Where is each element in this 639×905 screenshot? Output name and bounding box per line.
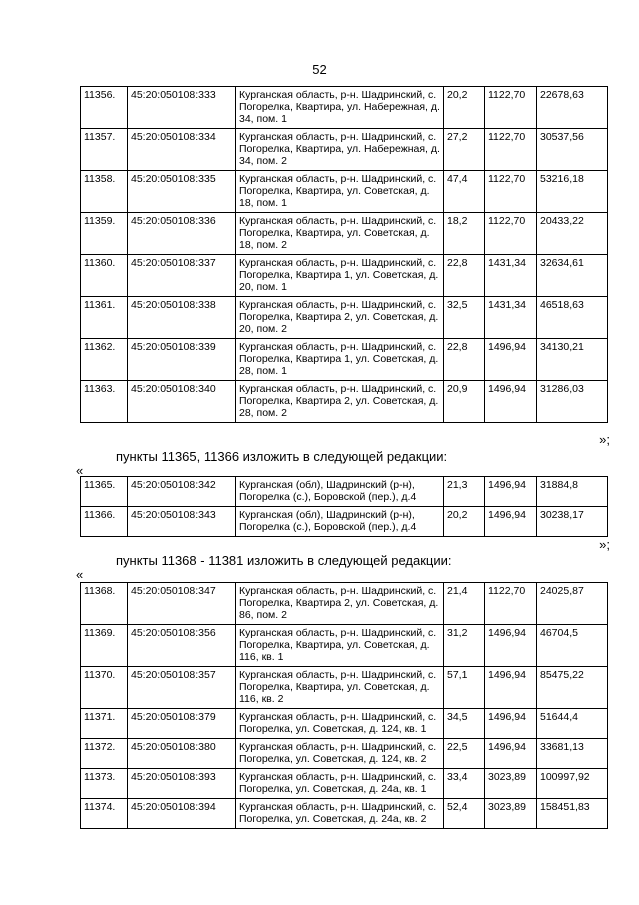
cadastral-value-cell: 20433,22 [537,213,608,255]
area-cell: 21,4 [444,583,485,625]
cadastral-value-cell: 30238,17 [537,507,608,537]
area-cell: 34,5 [444,709,485,739]
cadastral-value-cell: 46518,63 [537,297,608,339]
area-cell: 27,2 [444,129,485,171]
cadastral-value-cell: 53216,18 [537,171,608,213]
area-cell: 22,8 [444,339,485,381]
area-cell: 33,4 [444,769,485,799]
cadastral-number: 45:20:050108:356 [128,625,236,667]
table-row [81,87,608,129]
cadastral-number: 45:20:050108:335 [128,171,236,213]
cadastral-price-cell: 1431,34 [485,297,537,339]
amendment-instruction: пункты 11368 - 11381 изложить в следующей редакции: [116,553,452,568]
cadastral-price-cell: 1122,70 [485,171,537,213]
table-row [81,129,608,171]
opening-quote: « [76,463,84,478]
cadastral-price-cell: 1496,94 [485,381,537,423]
cadastral-value-cell: 31884,8 [537,477,608,507]
cadastral-price-cell: 1122,70 [485,213,537,255]
row-number: 11365. [81,477,128,507]
cadastral-price-cell: 3023,89 [485,769,537,799]
cadastral-price-cell: 1122,70 [485,129,537,171]
cadastral-value-cell: 158451,83 [537,799,608,829]
cadastral-value-cell: 22678,63 [537,87,608,129]
address-cell: Курганская область, р-н. Шадринский, с. Погорелка, Квартира 1, ул. Советская, д. 28, пом. 1 [236,339,444,381]
table-row [81,799,608,829]
address-cell: Курганская (обл), Шадринский (р-н), Погорелка (с.), Боровской (пер.), д.4 [236,507,444,537]
cadastral-value-cell: 31286,03 [537,381,608,423]
row-number: 11374. [81,799,128,829]
row-number: 11356. [81,87,128,129]
cadastral-value-cell: 85475,22 [537,667,608,709]
address-cell: Курганская (обл), Шадринский (р-н), Погорелка (с.), Боровской (пер.), д.4 [236,477,444,507]
row-number: 11370. [81,667,128,709]
table-row [81,171,608,213]
cadastral-number: 45:20:050108:342 [128,477,236,507]
cadastral-number: 45:20:050108:334 [128,129,236,171]
area-cell: 20,9 [444,381,485,423]
table-row [81,769,608,799]
cadastral-number: 45:20:050108:394 [128,799,236,829]
cadastral-price-cell: 1122,70 [485,87,537,129]
area-cell: 22,5 [444,739,485,769]
area-cell: 52,4 [444,799,485,829]
cadastral-price-cell: 1122,70 [485,583,537,625]
cadastral-price-cell: 1431,34 [485,255,537,297]
row-number: 11360. [81,255,128,297]
closing-quote: »; [599,537,610,552]
cadastral-number: 45:20:050108:339 [128,339,236,381]
cadastral-price-cell: 1496,94 [485,477,537,507]
cadastral-price-cell: 1496,94 [485,739,537,769]
cadastral-number: 45:20:050108:357 [128,667,236,709]
area-cell: 21,3 [444,477,485,507]
row-number: 11362. [81,339,128,381]
table-row [81,339,608,381]
address-cell: Курганская область, р-н. Шадринский, с. Погорелка, ул. Советская, д. 24а, кв. 2 [236,799,444,829]
table-row [81,583,608,625]
area-cell: 47,4 [444,171,485,213]
cadastral-number: 45:20:050108:340 [128,381,236,423]
address-cell: Курганская область, р-н. Шадринский, с. Погорелка, Квартира 1, ул. Советская, д. 20, пом. 1 [236,255,444,297]
cadastral-number: 45:20:050108:379 [128,709,236,739]
cadastral-value-cell: 33681,13 [537,739,608,769]
page-number: 52 [312,62,327,77]
address-cell: Курганская область, р-н. Шадринский, с. Погорелка, Квартира, ул. Набережная, д. 34, пом. 2 [236,129,444,171]
property-table-2 [80,476,608,537]
cadastral-value-cell: 24025,87 [537,583,608,625]
table-row [81,739,608,769]
row-number: 11366. [81,507,128,537]
table-row [81,507,608,537]
row-number: 11372. [81,739,128,769]
cadastral-value-cell: 32634,61 [537,255,608,297]
area-cell: 18,2 [444,213,485,255]
table-row [81,213,608,255]
cadastral-value-cell: 30537,56 [537,129,608,171]
row-number: 11357. [81,129,128,171]
address-cell: Курганская область, р-н. Шадринский, с. Погорелка, Квартира 2, ул. Советская, д. 28, пом. 2 [236,381,444,423]
cadastral-value-cell: 51644,4 [537,709,608,739]
table-row [81,297,608,339]
address-cell: Курганская область, р-н. Шадринский, с. Погорелка, Квартира, ул. Советская, д. 18, пом. 1 [236,171,444,213]
row-number: 11358. [81,171,128,213]
cadastral-number: 45:20:050108:338 [128,297,236,339]
property-table-3 [80,582,608,829]
area-cell: 57,1 [444,667,485,709]
address-cell: Курганская область, р-н. Шадринский, с. Погорелка, Квартира, ул. Советская, д. 116, кв. 2 [236,667,444,709]
amendment-instruction: пункты 11365, 11366 изложить в следующей редакции: [116,449,448,464]
cadastral-price-cell: 3023,89 [485,799,537,829]
table-row [81,709,608,739]
address-cell: Курганская область, р-н. Шадринский, с. Погорелка, Квартира 2, ул. Советская, д. 20, пом. 2 [236,297,444,339]
cadastral-number: 45:20:050108:380 [128,739,236,769]
row-number: 11363. [81,381,128,423]
row-number: 11368. [81,583,128,625]
area-cell: 20,2 [444,87,485,129]
row-number: 11361. [81,297,128,339]
cadastral-number: 45:20:050108:343 [128,507,236,537]
table-row [81,667,608,709]
cadastral-number: 45:20:050108:336 [128,213,236,255]
table-row [81,625,608,667]
table-row [81,255,608,297]
cadastral-value-cell: 100997,92 [537,769,608,799]
row-number: 11371. [81,709,128,739]
cadastral-number: 45:20:050108:333 [128,87,236,129]
cadastral-price-cell: 1496,94 [485,339,537,381]
cadastral-value-cell: 46704,5 [537,625,608,667]
address-cell: Курганская область, р-н. Шадринский, с. Погорелка, Квартира 2, ул. Советская, д. 86, пом. 2 [236,583,444,625]
cadastral-price-cell: 1496,94 [485,625,537,667]
address-cell: Курганская область, р-н. Шадринский, с. Погорелка, ул. Советская, д. 24а, кв. 1 [236,769,444,799]
cadastral-number: 45:20:050108:337 [128,255,236,297]
address-cell: Курганская область, р-н. Шадринский, с. Погорелка, Квартира, ул. Советская, д. 18, пом. 2 [236,213,444,255]
area-cell: 31,2 [444,625,485,667]
cadastral-value-cell: 34130,21 [537,339,608,381]
row-number: 11369. [81,625,128,667]
row-number: 11359. [81,213,128,255]
address-cell: Курганская область, р-н. Шадринский, с. Погорелка, ул. Советская, д. 124, кв. 1 [236,709,444,739]
area-cell: 20,2 [444,507,485,537]
table-row [81,381,608,423]
address-cell: Курганская область, р-н. Шадринский, с. Погорелка, Квартира, ул. Советская, д. 116, кв. 1 [236,625,444,667]
cadastral-price-cell: 1496,94 [485,709,537,739]
closing-quote: »; [599,432,610,447]
row-number: 11373. [81,769,128,799]
address-cell: Курганская область, р-н. Шадринский, с. Погорелка, ул. Советская, д. 124, кв. 2 [236,739,444,769]
opening-quote: « [76,567,84,582]
area-cell: 22,8 [444,255,485,297]
table-row [81,477,608,507]
cadastral-price-cell: 1496,94 [485,667,537,709]
cadastral-number: 45:20:050108:393 [128,769,236,799]
area-cell: 32,5 [444,297,485,339]
address-cell: Курганская область, р-н. Шадринский, с. Погорелка, Квартира, ул. Набережная, д. 34, пом. 1 [236,87,444,129]
cadastral-number: 45:20:050108:347 [128,583,236,625]
property-table-1 [80,86,608,423]
cadastral-price-cell: 1496,94 [485,507,537,537]
